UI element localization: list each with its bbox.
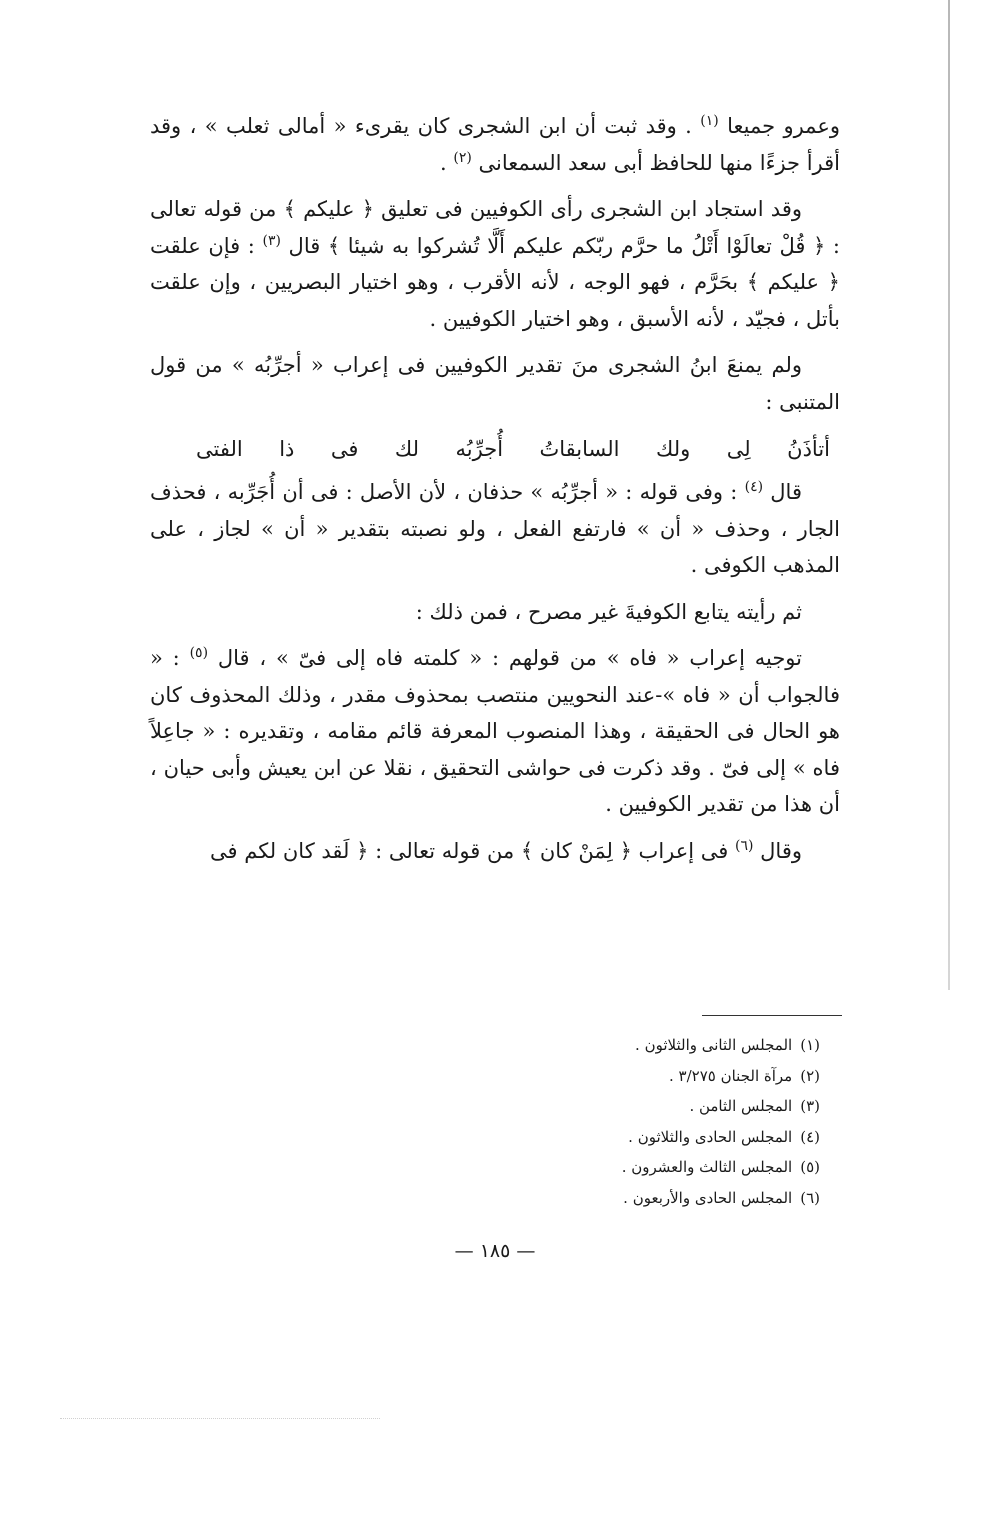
footnote <box>420 1091 820 1122</box>
footnote-text: المجلس الحادى والأربعون . <box>623 1188 793 1207</box>
paragraphs-before-verse <box>150 108 840 420</box>
paragraph-text: . وقد ثبت أن ابن الشجرى كان يقرىء « أمالى ثعلب » ، وقد أقرأ جزءًا منها للحافظ أبى سعد السمعانى <box>150 114 840 175</box>
body-text <box>150 108 840 869</box>
footnote-text: المجلس الحادى والثلاثون . <box>628 1127 793 1146</box>
footnote <box>420 1030 820 1061</box>
footnote <box>420 1061 820 1092</box>
paragraph <box>150 191 840 337</box>
paragraph <box>150 474 840 584</box>
footnotes <box>420 1030 820 1213</box>
footnote-number: (٥) <box>800 1158 820 1176</box>
paragraph <box>150 108 840 181</box>
footnote-number: (٣) <box>800 1097 820 1115</box>
paragraph-text: وقد استجاد ابن الشجرى رأى الكوفيين فى تعليق ﴿ عليكم ﴾ من قوله تعالى : ﴿ قُلْ تعالَوْا أَتْلُ ما حرَّم ربّكم عليكم أَلَّا تُشركوا به شيئا ﴾ قال <box>150 197 840 258</box>
paragraph-text: توجيه إعراب « فاه » من قولهم : « كلمته فاه إلى فىّ » ، قال <box>208 646 802 670</box>
footnote-number: (١) <box>800 1036 820 1054</box>
footnote-reference: (٦) <box>735 837 754 854</box>
paragraph-text: وقال <box>753 838 802 863</box>
paragraph <box>150 347 840 420</box>
verse-word: لِى <box>726 437 751 461</box>
verse-word: أتأذَنُ <box>787 437 830 461</box>
paragraph-text: وعمرو جميعا <box>718 114 840 138</box>
verse-word: الفتى <box>196 437 243 461</box>
verse-word: السابقاتُ <box>539 437 620 461</box>
footnote-number: (٢) <box>800 1066 820 1085</box>
footnote-number: (٦) <box>800 1188 820 1207</box>
footnote-reference: (٥) <box>189 645 209 661</box>
poetry-verse <box>150 430 840 468</box>
scan-noise <box>60 1418 380 1420</box>
page-edge-shadow <box>948 0 950 990</box>
paragraph <box>150 833 840 870</box>
paragraph-text: ولم يمنعَ ابنُ الشجرى منَ تقدير الكوفيين فى إعراب « أجرِّبُه » من قول المتنبى : <box>150 353 840 414</box>
paragraph-text: . <box>440 150 454 175</box>
footnote <box>420 1183 820 1214</box>
verse-word: أُجرِّبُه <box>455 437 504 461</box>
footnote-reference: (١) <box>700 113 719 129</box>
footnote-reference: (٣) <box>262 232 281 249</box>
paragraph-text: قال <box>763 480 802 504</box>
footnote <box>420 1122 820 1153</box>
paragraph <box>150 594 840 631</box>
footnote-reference: (٤) <box>744 479 764 495</box>
footnote <box>420 1152 820 1183</box>
footnote-text: مرآة الجنان ٣/٢٧٥ . <box>668 1066 793 1085</box>
footnote-separator <box>702 1015 842 1016</box>
footnote-reference: (٢) <box>453 149 472 166</box>
footnote-number: (٤) <box>800 1127 820 1146</box>
verse-word: ذا <box>279 437 295 461</box>
paragraph-text: ثم رأيته يتابع الكوفيةَ غير مصرح ، فمن ذلك : <box>415 599 802 624</box>
verse-word: لك <box>394 437 420 461</box>
paragraph-text: : « فالجواب أن « فاه »-عند النحويين منتصب بمحذوف مقدر ، وذلك المحذوف كان هو الحال فى الحقيقة ، وهذا المنصوب المعرفة قائم مقامه ، وتقديره : « جاعِلاً فاه » إلى فىّ . وقد ذكرت فى حواشى التحقيق ، نقلا عن ابن يعيش وأبى حيان ، أن هذا من تقدير الكوفيين . <box>150 646 840 816</box>
page-number: — ١٨٥ — <box>454 1240 536 1262</box>
verse-word: ولك <box>656 437 691 461</box>
footnote-text: المجلس الثامن . <box>689 1097 793 1115</box>
paragraph-text: : وفى قوله : « أجرِّبُه » حذفان ، لأن الأصل : فى أن أُجَرِّبه ، فحذف الجار ، وحذف « أن » فارتفع الفعل ، ولو نصبته بتقدير « أن » لجاز ، على المذهب الكوفى . <box>150 480 840 577</box>
paragraphs-after-verse <box>150 474 840 869</box>
footnote-text: المجلس الثالث والعشرون . <box>621 1158 793 1176</box>
footnote-text: المجلس الثانى والثلاثون . <box>635 1036 793 1054</box>
paragraph-text: فى إعراب ﴿ لِمَنْ كان ﴾ من قوله تعالى : ﴿ لَقد كان لكم فى <box>210 838 736 863</box>
verse-word: فى <box>330 437 359 461</box>
paragraph-text: : فإن علقت ﴿ عليكم ﴾ بحَرَّم ، فهو الوجه ، لأنه الأقرب ، وهو اختيار البصريين ، وإن علقت بأتل ، فجيّد ، لأنه الأسبق ، وهو اختيار الكوفيين . <box>150 233 840 331</box>
paragraph <box>150 640 840 823</box>
